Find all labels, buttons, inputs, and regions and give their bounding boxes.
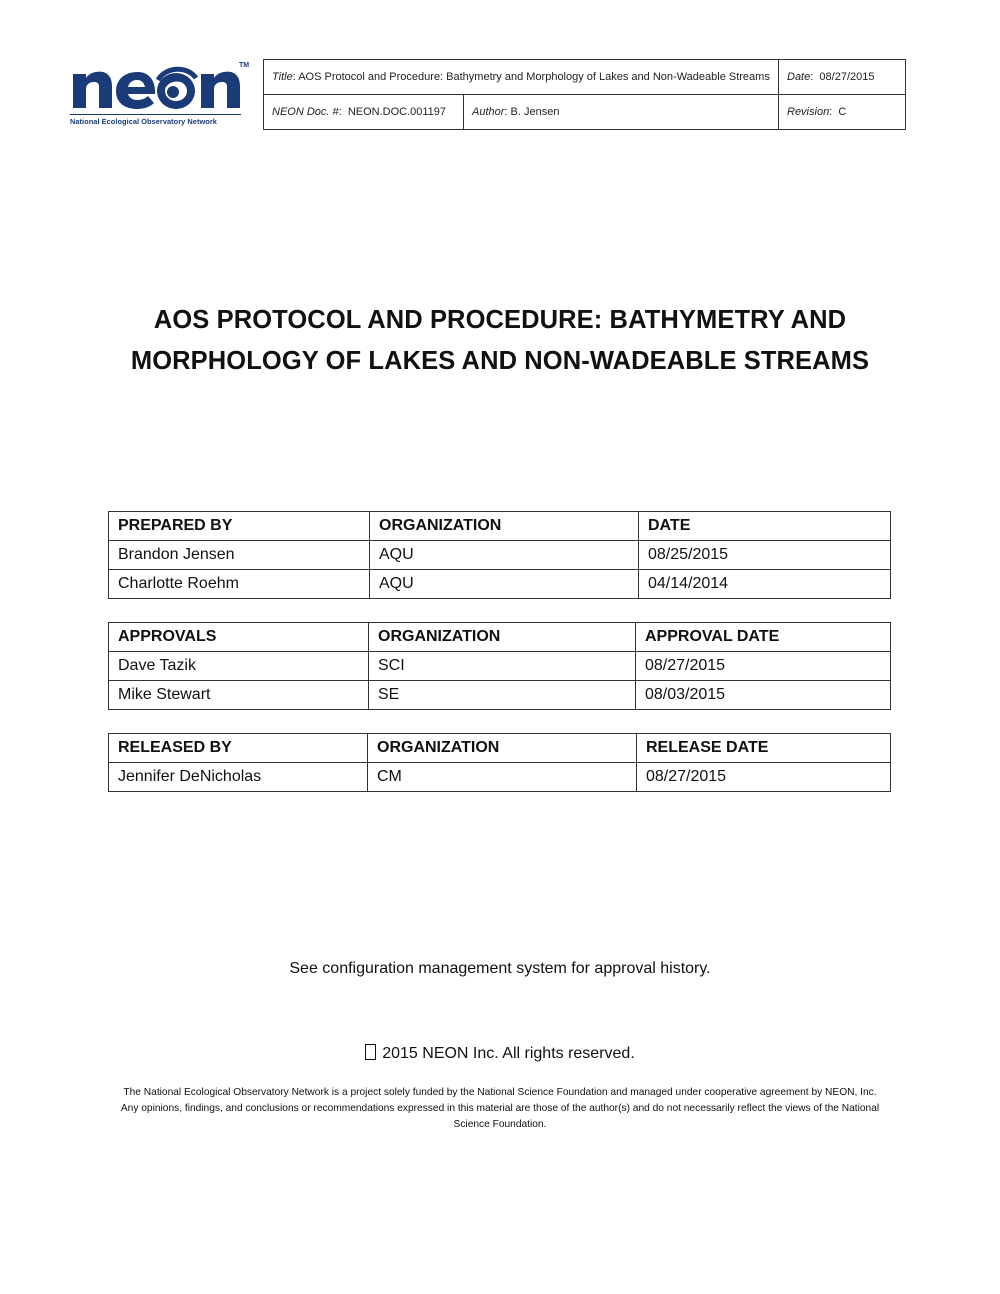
table-cell: Jennifer DeNicholas (109, 763, 368, 792)
neon-logo (70, 58, 250, 130)
table-cell: Mike Stewart (109, 681, 369, 710)
table-cell: Charlotte Roehm (109, 570, 370, 599)
table-cell: 08/25/2015 (639, 541, 891, 570)
header-author-label: Author (472, 105, 505, 118)
table-cell: AQU (370, 570, 639, 599)
table-row (109, 763, 891, 792)
table-cell: SCI (369, 652, 636, 681)
table-cell: 08/03/2015 (636, 681, 891, 710)
table-header: APPROVALS (109, 623, 369, 652)
neon-wordmark-icon (70, 58, 250, 114)
header-doc-label: NEON Doc. # (272, 105, 339, 118)
document-title-line: MORPHOLOGY OF LAKES AND NON-WADEABLE STREAMS (130, 347, 870, 375)
table-cell: 08/27/2015 (637, 763, 891, 792)
document-title (100, 300, 900, 382)
header-revision-cell: Revision: C (779, 95, 906, 130)
table-header: RELEASED BY (109, 734, 368, 763)
trademark-mark: TM (239, 62, 250, 69)
copyright-text: 2015 NEON Inc. All rights reserved. (382, 1045, 635, 1062)
table-cell: AQU (370, 541, 639, 570)
table-header: PREPARED BY (109, 512, 370, 541)
header-title-label: Title (272, 70, 293, 83)
funding-disclaimer: The National Ecological Observatory Network is a project solely funded by the National Science Foundation and managed under cooperative agreement by NEON, Inc. Any opinions, findings, and conclusions or recommendations expressed in this material are those of the author(s) and do not necessarily reflect the views of the National Science Foundation. (120, 1087, 880, 1130)
approvals-table (108, 622, 891, 710)
approval-history-note: See configuration management system for approval history. (289, 960, 711, 977)
table-row (109, 541, 891, 570)
header-title-cell: Title: AOS Protocol and Procedure: Bathymetry and Morphology of Lakes and Non-Wadeable Streams (264, 60, 779, 95)
table-row (109, 681, 891, 710)
prepared-by-table (108, 511, 891, 599)
table-header: APPROVAL DATE (636, 623, 891, 652)
table-header: DATE (639, 512, 891, 541)
table-cell: 08/27/2015 (636, 652, 891, 681)
header-author-cell: Author: B. Jensen (464, 95, 779, 130)
header-doc-cell: NEON Doc. #: NEON.DOC.001197 (264, 95, 464, 130)
document-header-table (263, 59, 906, 130)
table-cell: CM (368, 763, 637, 792)
header-doc-value: NEON.DOC.001197 (347, 105, 447, 118)
table-row (109, 570, 891, 599)
copyright-glyph-icon (365, 1044, 376, 1060)
table-header: ORGANIZATION (368, 734, 637, 763)
copyright-line (0, 1044, 1000, 1063)
table-row (109, 652, 891, 681)
header-revision-value: C (838, 105, 847, 118)
table-cell: Dave Tazik (109, 652, 369, 681)
table-header: RELEASE DATE (637, 734, 891, 763)
released-by-table (108, 733, 891, 792)
table-cell: 04/14/2014 (639, 570, 891, 599)
header-date-label: Date (787, 70, 811, 83)
header-author-value: B. Jensen (510, 105, 560, 118)
table-header: ORGANIZATION (370, 512, 639, 541)
table-header: ORGANIZATION (369, 623, 636, 652)
header-date-value: 08/27/2015 (819, 70, 875, 83)
table-cell: Brandon Jensen (109, 541, 370, 570)
logo-tagline: National Ecological Observatory Network (70, 117, 245, 126)
table-cell: SE (369, 681, 636, 710)
document-title-line: AOS PROTOCOL AND PROCEDURE: BATHYMETRY AND (153, 306, 847, 334)
header-date-cell: Date: 08/27/2015 (779, 60, 906, 95)
header-title-value: AOS Protocol and Procedure: Bathymetry and Morphology of Lakes and Non-Wadeable Streams (298, 70, 770, 83)
header-revision-label: Revision (787, 105, 830, 118)
